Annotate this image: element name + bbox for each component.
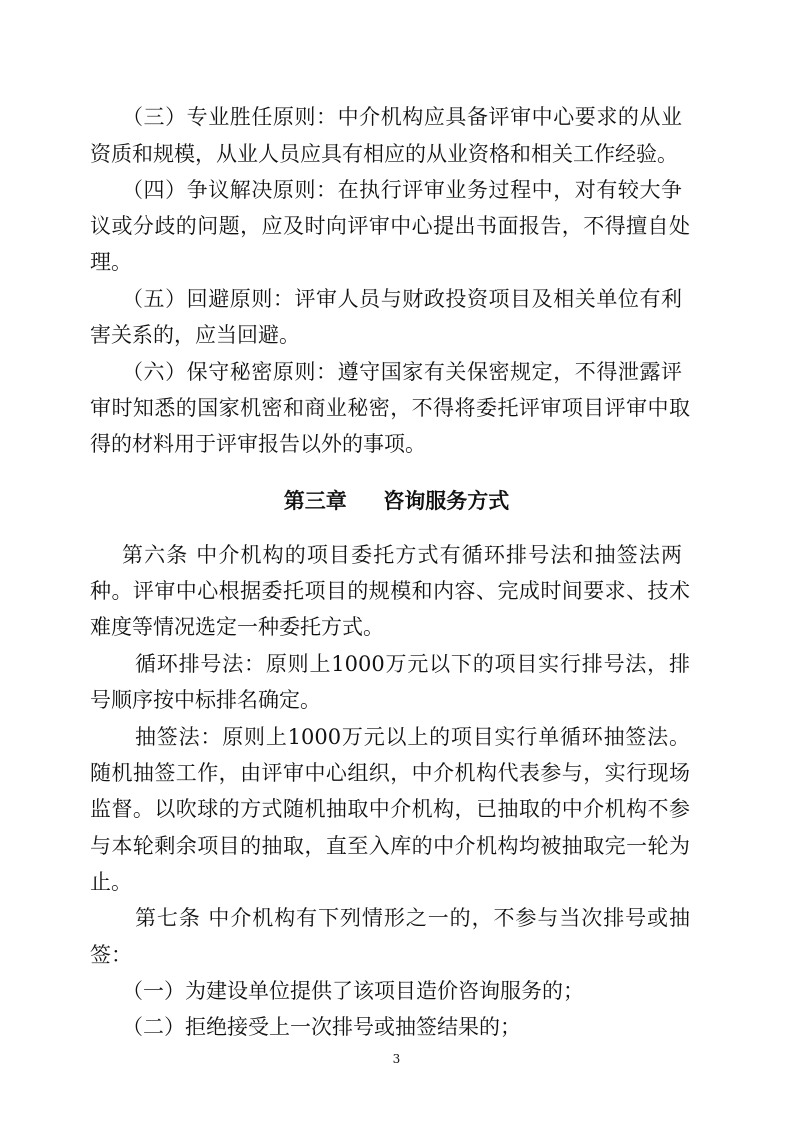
- para-line: （三）专业胜任原则：中介机构应具备评审中心要求的从业: [122, 105, 682, 129]
- para-line: 签：: [90, 943, 132, 967]
- para-line: 第六条 中介机构的项目委托方式有循环排号法和抽签法两: [122, 543, 682, 567]
- page-number: 3: [392, 1052, 401, 1066]
- para-line: 号顺序按中标排名确定。: [90, 688, 321, 712]
- para-line: 议或分歧的问题，应及时向评审中心提出书面报告，不得擅自处: [90, 214, 690, 238]
- para-line: 难度等情况选定一种委托方式。: [90, 615, 384, 639]
- para-line: 监督。以吹球的方式随机抽取中介机构，已抽取的中介机构不参: [90, 797, 690, 821]
- para-line: 理。: [90, 250, 132, 274]
- para-line: （二）拒绝接受上一次排号或抽签结果的；: [122, 1015, 521, 1039]
- para-line: 随机抽签工作，由评审中心组织，中介机构代表参与，实行现场: [90, 761, 690, 785]
- para-line: 资质和规模，从业人员应具有相应的从业资格和相关工作经验。: [90, 142, 678, 166]
- para-line: （四）争议解决原则：在执行评审业务过程中，对有较大争: [122, 178, 682, 202]
- para-line: 审时知悉的国家机密和商业秘密，不得将委托评审项目评审中取: [90, 396, 690, 420]
- para-line: 循环排号法：原则上1000万元以下的项目实行排号法，排: [135, 652, 690, 676]
- para-line: 第七条 中介机构有下列情形之一的，不参与当次排号或抽: [135, 906, 690, 930]
- para-line: （六）保守秘密原则：遵守国家有关保密规定，不得泄露评: [122, 360, 682, 384]
- para-line: 得的材料用于评审报告以外的事项。: [90, 432, 426, 456]
- chapter-heading: 第三章 咨询服务方式: [283, 489, 510, 513]
- para-line: （五）回避原则：评审人员与财政投资项目及相关单位有利: [122, 287, 682, 311]
- para-line: 抽签法：原则上1000万元以上的项目实行单循环抽签法。: [135, 725, 690, 749]
- para-line: 害关系的，应当回避。: [90, 323, 300, 347]
- para-line: （一）为建设单位提供了该项目造价咨询服务的；: [122, 979, 584, 1003]
- para-line: 与本轮剩余项目的抽取，直至入库的中介机构均被抽取完一轮为: [90, 834, 690, 858]
- para-line: 止。: [90, 870, 132, 894]
- para-line: 种。评审中心根据委托项目的规模和内容、完成时间要求、技术: [90, 579, 690, 603]
